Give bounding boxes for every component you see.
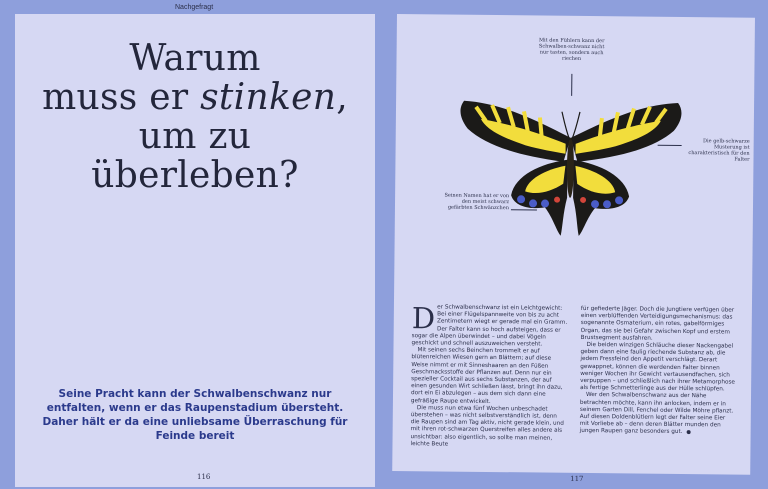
headline-line-2-italic: stinken — [200, 77, 337, 118]
headline-line-3: um zu — [138, 116, 252, 157]
end-of-article-dot — [686, 430, 690, 434]
page-number-left: 116 — [197, 473, 211, 481]
article-column-2 — [580, 306, 737, 437]
caption-pattern: Die gelb-schwarze Musterung ist charakteristisch für den Falter — [688, 138, 750, 163]
article-paragraph: für gefiederte Jäger. Doch die Jungtiere verfügen über einen verblüffenden Verteidigungsmechanismus: das sogenannte Osmaterium, ein rotes, gabelförmiges Organ, das sie bei Gefahr zwischen Kopf und erstem Brustsegment ausfahren. — [580, 305, 735, 342]
headline-line-2a: muss er — [42, 77, 201, 118]
swallowtail-butterfly-illustration — [445, 85, 697, 248]
article-paragraph: Die beiden winzigen Schläuche dieser Nackengabel geben dann eine faulig riechende Substanz ab, die jedem Fressfeind den Appetit verschlägt. Derart gewappnet, können die werdenden Falter binnen weniger Wochen ihr Gewicht vertausendfachen, sich verpuppen – und schließlich nach ihrer Metamorphose als fertige Schmetterlinge aus der Hülle schlüpfen. — [580, 342, 735, 393]
article-paragraph: Die muss nun etwa fünf Wochen unbeschadet überstehen – was nicht selbstverständlich ist, denn die Raupen sind am Tag aktiv, nicht gerade klein, und mit ihren rot-schwarzen Querstreifen alles andere als unsichtbar: also eigentlich, so sollte man meinen, leichte Beute — [410, 405, 564, 448]
headline-line-4: überleben? — [91, 155, 299, 196]
article-body — [410, 301, 737, 448]
page-title — [15, 39, 375, 195]
article-paragraph: er Schwalbenschwanz ist ein Leichtgewicht: Bei einer Flügelspannweite von bis zu acht Zentimetern wiegt er gerade mal ein Gramm. Der Falter kann so hoch aufsteigen, dass er sogar die Alpen überwindet – und dabei Vögeln geschickt und schnell auszuweichen versteht. — [411, 304, 568, 348]
section-label: Nachgefragt — [175, 4, 214, 11]
article-paragraph-text: Wer den Schwalbenschwanz aus der Nähe betrachten möchte, kann ihn anlocken, indem er in seinem Garten Dill, Fenchel oder Wilde Möhre pflanzt. Auf diesen Doldenblütlern legt der Falter seine Eier mit Vorliebe ab – denn deren Blätter munden den jungen Raupen ganz besonders gut. — [579, 392, 734, 436]
right-page — [392, 14, 755, 483]
article-paragraph — [580, 392, 736, 437]
dropcap: D — [411, 301, 436, 336]
article-column-1 — [410, 301, 568, 450]
left-page — [15, 14, 375, 487]
page-number-right: 117 — [570, 474, 584, 483]
caption-tails: Seinen Namen hat er von den meist schwarz gefärbten Schwänzchen — [444, 192, 510, 212]
headline-line-1: Warum — [129, 38, 261, 79]
lead-paragraph: Seine Pracht kann der Schwalbenschwanz nur entfalten, wenn er das Raupenstadium übersteht. Daher hält er da eine unliebsame Überraschung für Feinde bereit — [42, 388, 348, 442]
article-paragraph: Mit seinen sechs Beinchen trommelt er auf blütenreichen Wiesen gern an Blättern; auf diese Weise nimmt er mit Sinneshaaren an den Füßen Geschmacksstoffe der Pflanzen auf. Denn nur ein spezieller Cocktail aus sechs Substanzen, der auf einen gesunden Wirt schließen lässt, bringt ihn dazu, dort ein Ei abzulegen – aus dem sich dann eine gefräßige Raupe entwickelt. — [410, 347, 563, 405]
headline-line-2c: , — [336, 77, 348, 118]
caption-antennae: Mit den Fühlern kann der Schwalben-schwanz nicht nur tasten, sondern auch riechen — [538, 37, 605, 62]
